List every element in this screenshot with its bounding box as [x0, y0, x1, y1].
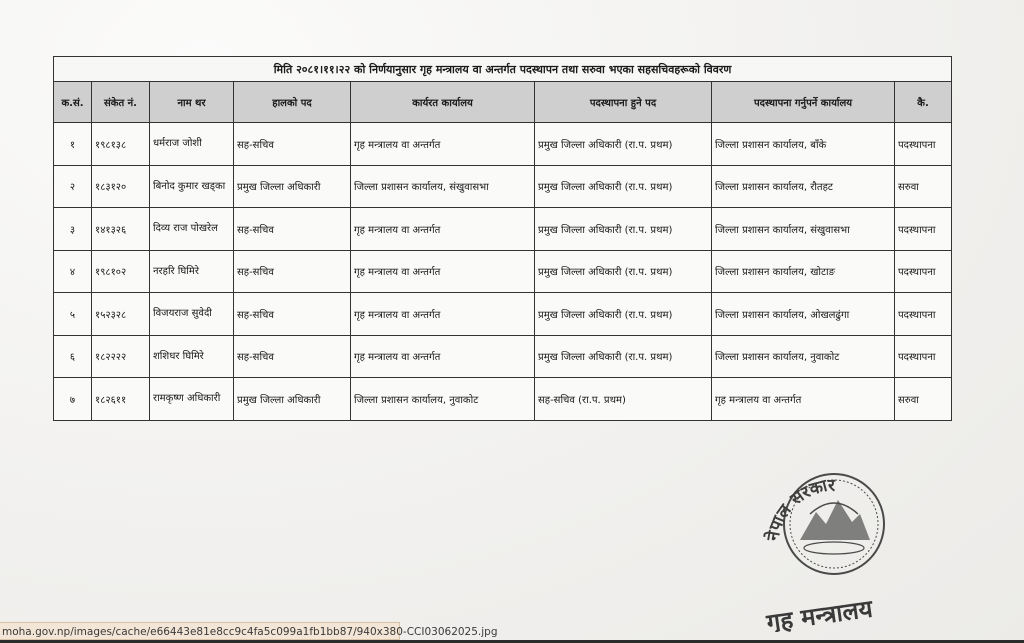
new-post-cell: सह-सचिव (रा.प. प्रथम) [535, 378, 712, 421]
column-header: कै. [895, 82, 952, 123]
code-cell: १८२२२२ [92, 335, 150, 378]
new-post-cell: प्रमुख जिल्ला अधिकारी (रा.प. प्रथम) [535, 123, 712, 166]
column-header: हालको पद [234, 82, 351, 123]
code-cell: १९८१३८ [92, 123, 150, 166]
remark-cell: सरुवा [895, 378, 952, 421]
current-post-cell: सह-सचिव [234, 123, 351, 166]
table-row [54, 123, 952, 166]
current-office-cell: गृह मन्त्रालय वा अन्तर्गत [351, 250, 535, 293]
name-cell: विजयराज सुवेदी [150, 293, 234, 336]
serial-cell: १ [54, 123, 92, 166]
remark-cell: पदस्थापना [895, 123, 952, 166]
serial-cell: ७ [54, 378, 92, 421]
seal-graphic [752, 462, 912, 632]
remark-cell: सरुवा [895, 165, 952, 208]
column-header: कार्यरत कार्यालय [351, 82, 535, 123]
table-row [54, 250, 952, 293]
table-row [54, 165, 952, 208]
new-office-cell: जिल्ला प्रशासन कार्यालय, खोटाङ [712, 250, 895, 293]
new-office-cell: जिल्ला प्रशासन कार्यालय, ओखलढुंगा [712, 293, 895, 336]
new-office-cell: गृह मन्त्रालय वा अन्तर्गत [712, 378, 895, 421]
column-header: क.सं. [54, 82, 92, 123]
seal-text-bottom: गृह मन्त्रालय [764, 594, 875, 632]
code-cell: १८३१२० [92, 165, 150, 208]
table-row [54, 208, 952, 251]
serial-cell: ५ [54, 293, 92, 336]
current-post-cell: प्रमुख जिल्ला अधिकारी [234, 378, 351, 421]
current-post-cell: सह-सचिव [234, 293, 351, 336]
current-office-cell: गृह मन्त्रालय वा अन्तर्गत [351, 335, 535, 378]
serial-cell: २ [54, 165, 92, 208]
name-cell: रामकृष्ण अधिकारी [150, 378, 234, 421]
name-cell: दिव्य राज पोखरेल [150, 208, 234, 251]
serial-cell: ३ [54, 208, 92, 251]
table-row [54, 335, 952, 378]
ministry-seal [752, 462, 912, 632]
code-cell: १५२३२८ [92, 293, 150, 336]
remark-cell: पदस्थापना [895, 335, 952, 378]
current-office-cell: जिल्ला प्रशासन कार्यालय, नुवाकोट [351, 378, 535, 421]
serial-cell: ६ [54, 335, 92, 378]
table-header-row [54, 82, 952, 123]
new-post-cell: प्रमुख जिल्ला अधिकारी (रा.प. प्रथम) [535, 250, 712, 293]
new-post-cell: प्रमुख जिल्ला अधिकारी (रा.प. प्रथम) [535, 335, 712, 378]
new-office-cell: जिल्ला प्रशासन कार्यालय, रौतहट [712, 165, 895, 208]
code-cell: १४१३२६ [92, 208, 150, 251]
new-office-cell: जिल्ला प्रशासन कार्यालय, बाँके [712, 123, 895, 166]
table-title: मिति २०८१।११।२२ को निर्णयानुसार गृह मन्त्रालय वा अन्तर्गत पदस्थापन तथा सरुवा भएका सहसचिवहरूको विवरण [54, 57, 952, 82]
name-cell: बिनोद कुमार खड्का [150, 165, 234, 208]
transfer-table [53, 56, 952, 421]
column-header: नाम थर [150, 82, 234, 123]
remark-cell: पदस्थापना [895, 293, 952, 336]
new-post-cell: प्रमुख जिल्ला अधिकारी (रा.प. प्रथम) [535, 208, 712, 251]
current-post-cell: सह-सचिव [234, 335, 351, 378]
current-office-cell: गृह मन्त्रालय वा अन्तर्गत [351, 208, 535, 251]
name-cell: नरहरि घिमिरे [150, 250, 234, 293]
current-office-cell: जिल्ला प्रशासन कार्यालय, संखुवासभा [351, 165, 535, 208]
seal-text-top: नेपाल सरकार [763, 475, 836, 543]
current-office-cell: गृह मन्त्रालय वा अन्तर्गत [351, 123, 535, 166]
current-office-cell: गृह मन्त्रालय वा अन्तर्गत [351, 293, 535, 336]
name-cell: शशिधर घिमिरे [150, 335, 234, 378]
new-office-cell: जिल्ला प्रशासन कार्यालय, संखुवासभा [712, 208, 895, 251]
new-office-cell: जिल्ला प्रशासन कार्यालय, नुवाकोट [712, 335, 895, 378]
current-post-cell: सह-सचिव [234, 208, 351, 251]
status-bar-url: moha.gov.np/images/cache/e66443e81e8cc9c4fa5c099a1fb1bb87/940x380-CCI03062025.jpg [0, 622, 400, 640]
name-cell: धर्मराज जोशी [150, 123, 234, 166]
serial-cell: ४ [54, 250, 92, 293]
table-row [54, 293, 952, 336]
current-post-cell: सह-सचिव [234, 250, 351, 293]
code-cell: १८२६११ [92, 378, 150, 421]
new-post-cell: प्रमुख जिल्ला अधिकारी (रा.प. प्रथम) [535, 165, 712, 208]
new-post-cell: प्रमुख जिल्ला अधिकारी (रा.प. प्रथम) [535, 293, 712, 336]
remark-cell: पदस्थापना [895, 208, 952, 251]
remark-cell: पदस्थापना [895, 250, 952, 293]
column-header: पदस्थापना हुने पद [535, 82, 712, 123]
code-cell: १९८१०२ [92, 250, 150, 293]
current-post-cell: प्रमुख जिल्ला अधिकारी [234, 165, 351, 208]
table-row [54, 378, 952, 421]
column-header: पदस्थापना गर्नुपर्ने कार्यालय [712, 82, 895, 123]
column-header: संकेत नं. [92, 82, 150, 123]
